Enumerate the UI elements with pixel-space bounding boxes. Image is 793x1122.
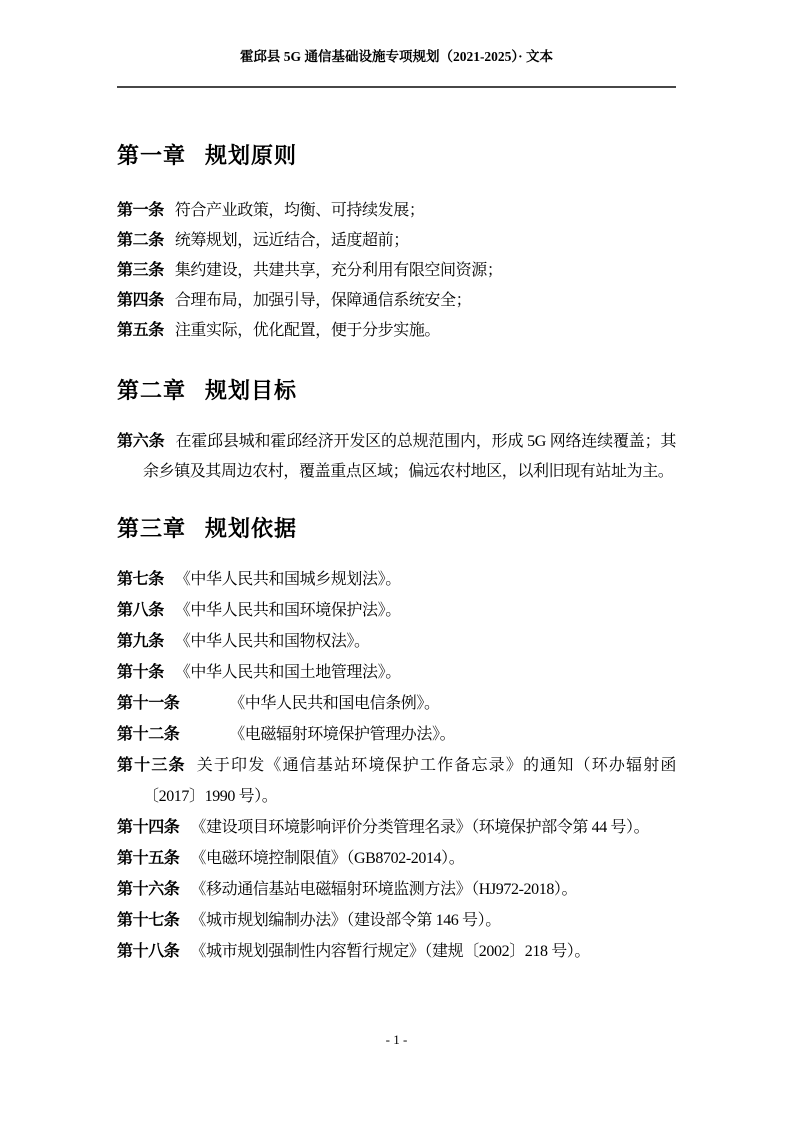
article-paragraph xyxy=(117,812,676,843)
chapter-number: 第三章 xyxy=(117,516,187,541)
page-number: - 1 - xyxy=(385,1032,408,1047)
article-text: 《电磁辐射环境保护管理办法》。 xyxy=(190,726,456,743)
article-paragraph xyxy=(117,874,676,905)
article-number: 第十六条 xyxy=(117,881,180,898)
article-text: 在霍邱县城和霍邱经济开发区的总规范围内，形成 5G 网络连续覆盖；其余乡镇及其周边农村，覆盖重点区域；偏远农村地区，以利旧现有站址为主。 xyxy=(143,433,676,480)
article-text: 《中华人民共和国电信条例》。 xyxy=(190,695,440,712)
articles-list xyxy=(117,564,676,967)
article-paragraph xyxy=(117,256,676,286)
article-paragraph xyxy=(117,843,676,874)
article-number: 第六条 xyxy=(117,433,165,450)
article-paragraph xyxy=(117,196,676,226)
article-text: 符合产业政策，均衡、可持续发展； xyxy=(174,202,425,219)
chapter-section xyxy=(117,375,676,487)
articles-list xyxy=(117,427,676,487)
chapters-container xyxy=(117,140,676,967)
article-text: 关于印发《通信基站环境保护工作备忘录》的通知（环办辐射函〔2017〕1990 号）。 xyxy=(143,757,676,805)
article-paragraph xyxy=(117,750,676,812)
article-paragraph xyxy=(117,936,676,967)
article-text: 《中华人民共和国土地管理法》。 xyxy=(174,664,401,681)
article-paragraph xyxy=(117,905,676,936)
article-number: 第九条 xyxy=(117,633,164,650)
article-text: 《城市规划强制性内容暂行规定》（建规〔2002〕218 号）。 xyxy=(190,943,591,960)
articles-list xyxy=(117,196,676,346)
article-number: 第十七条 xyxy=(117,912,180,929)
article-paragraph xyxy=(117,226,676,256)
chapter-title: 规划原则 xyxy=(205,143,298,168)
article-text: 合理布局，加强引导，保障通信系统安全； xyxy=(174,292,472,309)
chapter-title: 规划目标 xyxy=(205,378,298,403)
article-paragraph xyxy=(117,595,676,626)
chapter-heading xyxy=(117,375,676,407)
article-text: 统筹规划，远近结合，适度超前； xyxy=(174,232,409,249)
article-number: 第十三条 xyxy=(117,757,186,774)
article-number: 第八条 xyxy=(117,602,164,619)
article-number: 第五条 xyxy=(117,322,164,339)
chapter-title: 规划依据 xyxy=(205,516,298,541)
chapter-heading xyxy=(117,140,676,172)
article-paragraph xyxy=(117,564,676,595)
page-header-title: 霍邱县 5G 通信基础设施专项规划（2021-2025）· 文本 xyxy=(239,49,554,64)
article-number: 第七条 xyxy=(117,571,164,588)
chapter-number: 第二章 xyxy=(117,378,187,403)
article-number: 第一条 xyxy=(117,202,164,219)
article-paragraph xyxy=(117,427,676,487)
article-number: 第十八条 xyxy=(117,943,180,960)
article-number: 第十一条 xyxy=(117,695,180,712)
article-text: 《中华人民共和国物权法》。 xyxy=(174,633,370,650)
article-number: 第十条 xyxy=(117,664,164,681)
article-paragraph xyxy=(117,719,676,750)
article-text: 注重实际，优化配置，便于分步实施。 xyxy=(174,322,441,339)
article-text: 《建设项目环境影响评价分类管理名录》（环境保护部令第 44 号）。 xyxy=(190,819,650,836)
article-number: 第二条 xyxy=(117,232,164,249)
article-text: 《移动通信基站电磁辐射环境监测方法》（HJ972-2018）。 xyxy=(190,881,578,898)
article-paragraph xyxy=(117,316,676,346)
chapter-number: 第一章 xyxy=(117,143,187,168)
article-paragraph xyxy=(117,688,676,719)
article-text: 集约建设，共建共享，充分利用有限空间资源； xyxy=(174,262,503,279)
article-paragraph xyxy=(117,626,676,657)
article-text: 《中华人民共和国城乡规划法》。 xyxy=(174,571,401,588)
header-divider xyxy=(117,86,676,88)
chapter-section xyxy=(117,140,676,346)
article-text: 《电磁环境控制限值》（GB8702-2014）。 xyxy=(190,850,465,867)
article-paragraph xyxy=(117,657,676,688)
chapter-section xyxy=(117,513,676,967)
chapter-heading xyxy=(117,513,676,545)
article-paragraph xyxy=(117,286,676,316)
article-number: 第十五条 xyxy=(117,850,180,867)
document-body xyxy=(117,0,676,967)
article-number: 第四条 xyxy=(117,292,164,309)
article-number: 第十四条 xyxy=(117,819,180,836)
article-number: 第十二条 xyxy=(117,726,180,743)
article-text: 《城市规划编制办法》（建设部令第 146 号）。 xyxy=(190,912,501,929)
article-number: 第三条 xyxy=(117,262,164,279)
article-text: 《中华人民共和国环境保护法》。 xyxy=(174,602,401,619)
